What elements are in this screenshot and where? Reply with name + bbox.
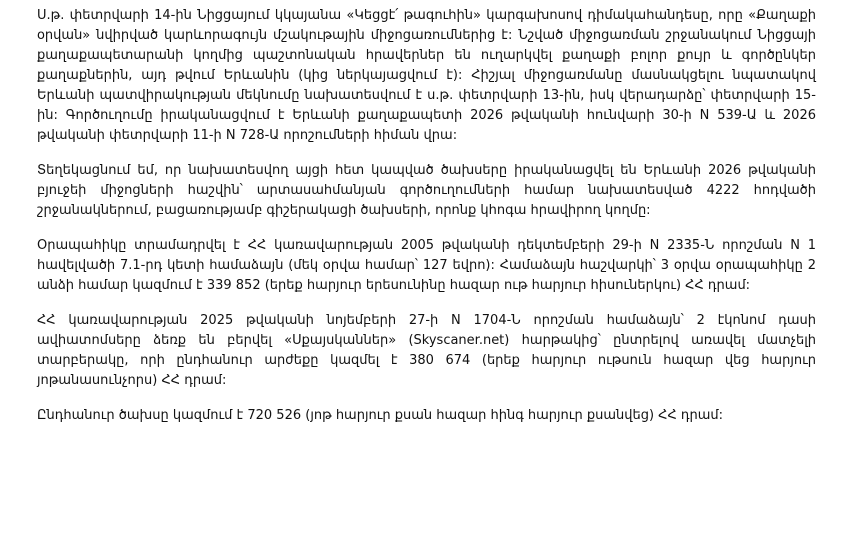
paragraph-total-expense: Ընդհանուր ծախսը կազմում է 720 526 (յոթ հարյուր քսան հազար հինգ հարյուր քսանվեց) ՀՀ դրամ: [37,408,724,423]
paragraph-event-invitation: Ս.թ. փետրվարի 14-ին Նիցցայում կկայանա «Կեցցէ՛ թագուհին» կարգախոսով դիմակահանդեսը, որը «Քաղաքի օրվան» նվիրված կարևորագույն մշակութային միջոցառումներից է: Նշված միջոցառման շրջանակում Նիցցայի քաղաքապետարանի կողմից պաշտոնական հրավերներ են ուղարկվել քաղաքի բոլոր քույր և գործընկեր քաղաքներին, այդ թվում Երևանին (կից ներկայացվում է): Հիշյալ միջոցառմանը մասնակցելու նպատակով Երևանի պատվիրակության մեկնումը նախատեսվում է ս.թ. փետրվարի 13-ին, իսկ վերադարձը՝ փետրվարի 15-ին: Գործուղումը իրականացվում է Երևանի քաղաքապետի 2026 թվականի հունվարի 30-ի N 539-Ա և 2026 թվականի փետրվարի 11-ի N 728-Ա որոշումների հիման վրա: [37,8,816,143]
paragraph-air-tickets: ՀՀ կառավարության 2025 թվականի նոյեմբերի 27-ի N 1704-Ն որոշման համաձայն՝ 2 էկոնոմ դասի ավիատոմսերը ձեռք են բերվել «Սքայսկաններ» (Skyscaner.net) հարթակից՝ ընտրելով առավել մատչելի տարբերակը, որի ընդհանուր արժեքը կազմել է 380 674 (երեք հարյուր ութսուն հազար վեց հարյուր յոթանասունչորս) ՀՀ դրամ: [37,313,816,388]
paragraph-expenses-budget: Տեղեկացնում եմ, որ նախատեսվող այցի հետ կապված ծախսերը իրականացվել են Երևանի 2026 թվականի բյուջեի միջոցների հաշվին՝ արտասահմանյան գործուղումների համար նախատեսված 4222 հոդվածի շրջանակներում, բացառությամբ գիշերակացի ծախսերի, որոնք կհոգա հրավիրող կողմը: [37,163,816,218]
paragraph-per-diem: Օրապահիկը տրամադրվել է ՀՀ կառավարության 2005 թվականի դեկտեմբերի 29-ի N 2335-Ն որոշման N 1 հավելվածի 7.1-րդ կետի համաձայն (մեկ օրվա համար՝ 127 եվրո): Համաձայն հաշվարկի՝ 3 օրվա օրապահիկը 2 անձի համար կազմում է 339 852 (երեք հարյուր երեսունինը հազար ութ հարյուր հիսուներկու) ՀՀ դրամ: [37,238,816,293]
